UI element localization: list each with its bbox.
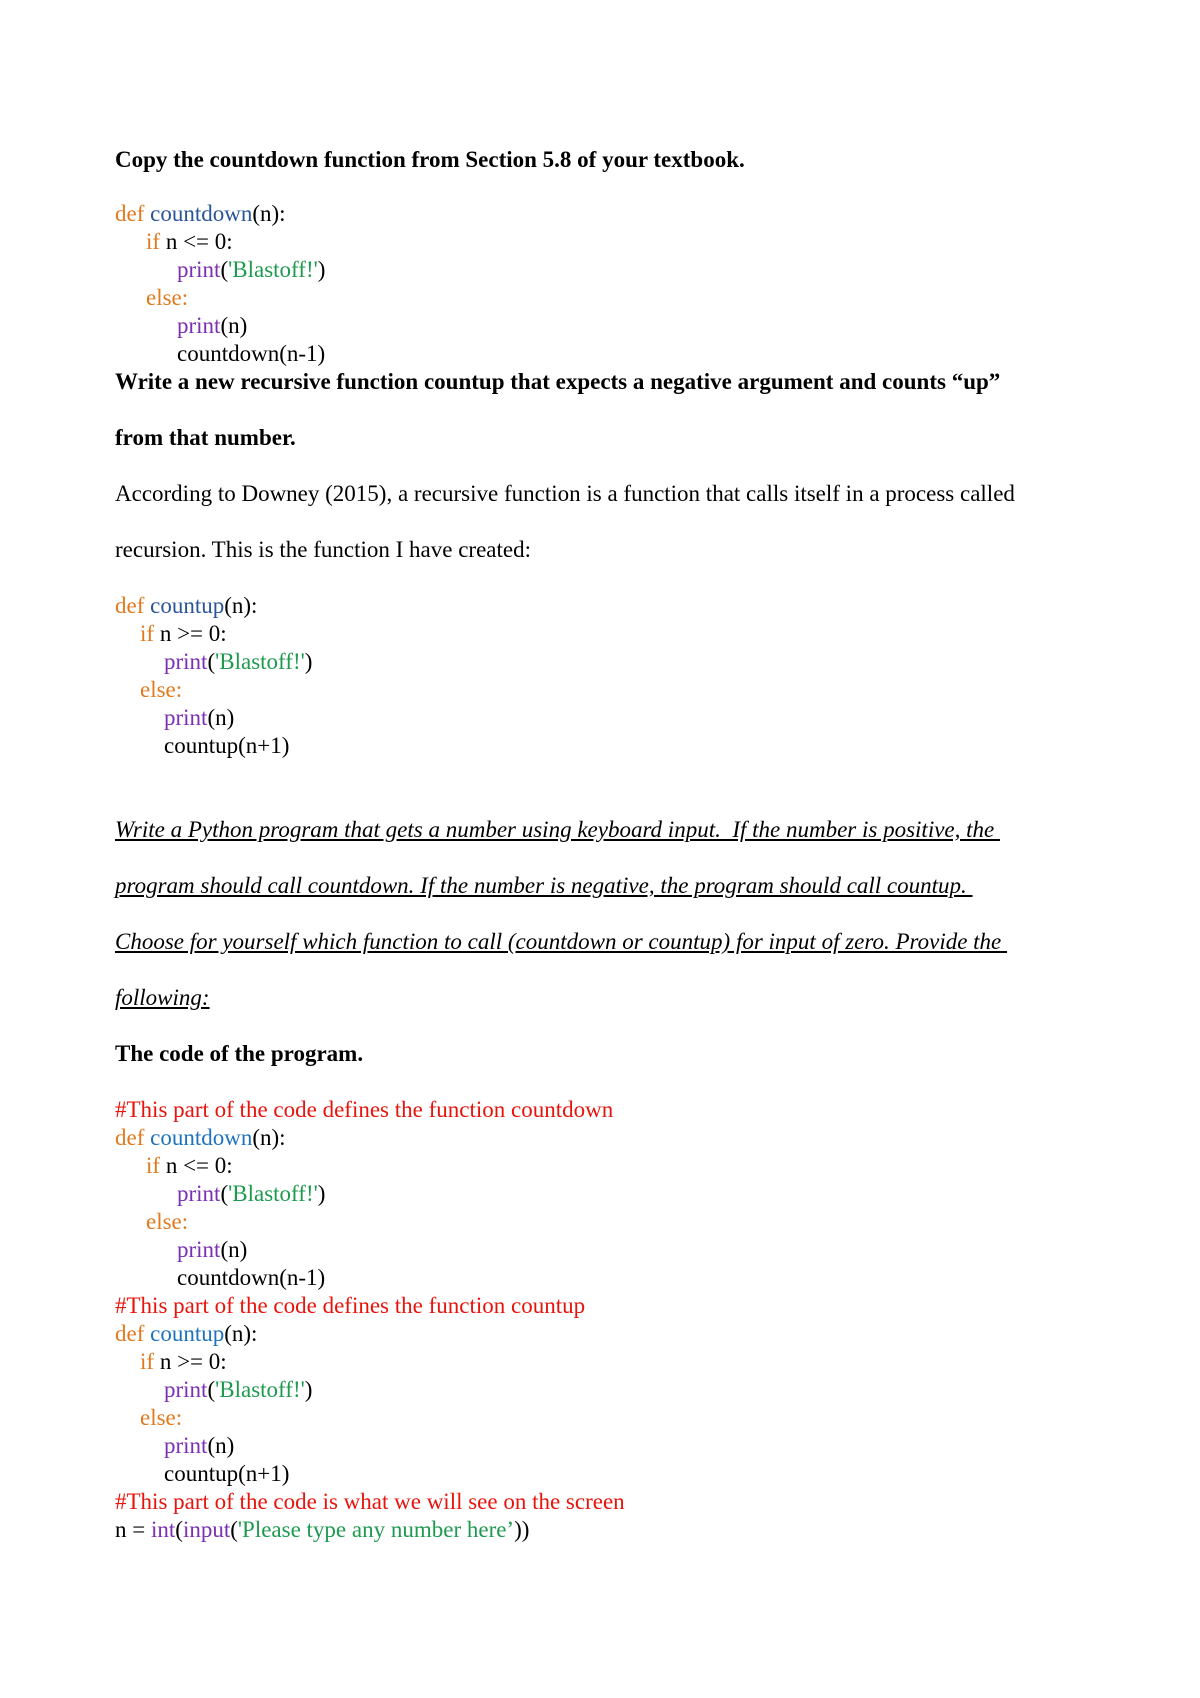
code1-line1: def countdown(n): <box>115 201 286 226</box>
code3-comment3: #This part of the code is what we will see on the screen <box>115 1489 625 1514</box>
heading-countup-line2: from that number. <box>115 425 296 450</box>
code3-line10: else: <box>140 1405 183 1430</box>
paragraph-line2: recursion. This is the function I have created: <box>115 537 531 562</box>
code3-line11: print(n) <box>164 1433 235 1458</box>
task-line3: Choose for yourself which function to call (countdown or countup) for input of zero. Provide the <box>115 929 1008 954</box>
code2-line2: if n >= 0: <box>140 621 227 646</box>
task-line4: following: <box>115 985 210 1010</box>
code3-line13: n = int(input('Please type any number here’)) <box>115 1517 530 1542</box>
code1-line3: print('Blastoff!') <box>177 257 326 282</box>
code1-line6: countdown(n-1) <box>177 341 326 366</box>
code3-line7: def countup(n): <box>115 1321 258 1346</box>
code3-line3: print('Blastoff!') <box>177 1181 326 1206</box>
code1-line2: if n <= 0: <box>146 229 233 254</box>
code3-line4: else: <box>146 1209 189 1234</box>
heading-copy-countdown: Copy the countdown function from Section 5.8 of your textbook. <box>115 147 745 172</box>
code3-comment1: #This part of the code defines the function countdown <box>115 1097 614 1122</box>
code1-line5: print(n) <box>177 313 248 338</box>
code2-line5: print(n) <box>164 705 235 730</box>
code3-line6: countdown(n-1) <box>177 1265 326 1290</box>
code3-line1: def countdown(n): <box>115 1125 286 1150</box>
heading-countup-line1: Write a new recursive function countup that expects a negative argument and counts “up” <box>115 369 1001 394</box>
task-line1: Write a Python program that gets a number using keyboard input. If the number is positive, the <box>115 817 1000 842</box>
code1-line4: else: <box>146 285 189 310</box>
heading-code-of-program: The code of the program. <box>115 1041 364 1066</box>
code3-line2: if n <= 0: <box>146 1153 233 1178</box>
code2-line4: else: <box>140 677 183 702</box>
code2-line6: countup(n+1) <box>164 733 290 758</box>
code3-line9: print('Blastoff!') <box>164 1377 313 1402</box>
code3-line12: countup(n+1) <box>164 1461 290 1486</box>
task-line2: program should call countdown. If the number is negative, the program should call countup. <box>115 873 973 898</box>
code2-line1: def countup(n): <box>115 593 258 618</box>
code2-line3: print('Blastoff!') <box>164 649 313 674</box>
code3-comment2: #This part of the code defines the function countup <box>115 1293 586 1318</box>
code3-line8: if n >= 0: <box>140 1349 227 1374</box>
paragraph-line1: According to Downey (2015), a recursive function is a function that calls itself in a process called <box>115 481 1015 506</box>
code3-line5: print(n) <box>177 1237 248 1262</box>
